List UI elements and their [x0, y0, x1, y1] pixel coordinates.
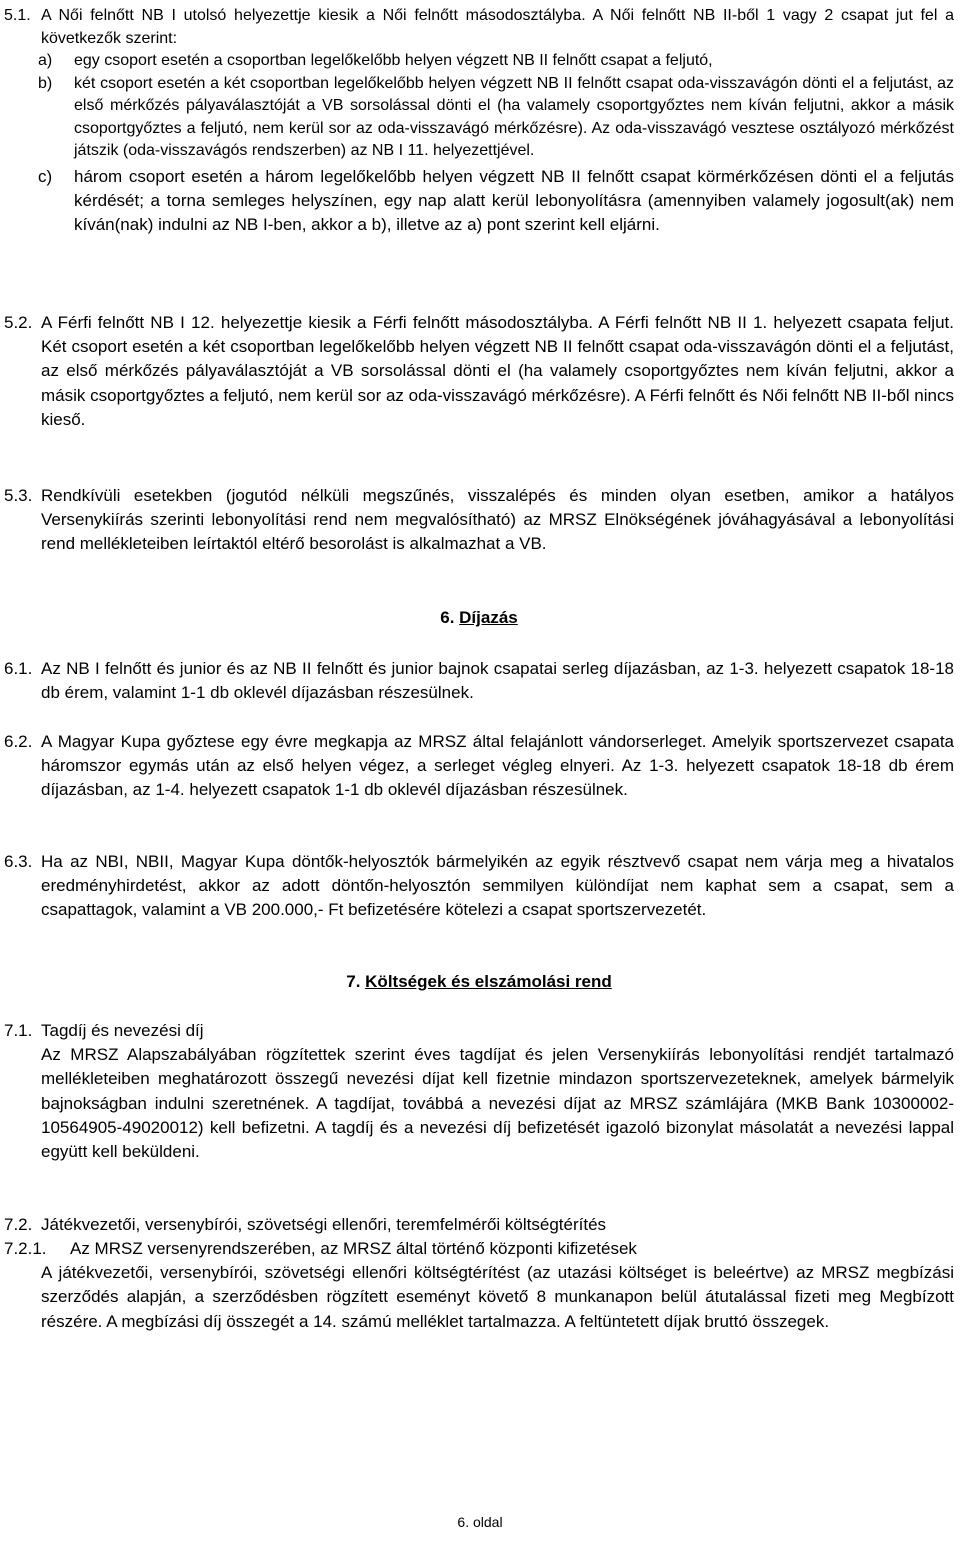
- section-number: 5.1.: [4, 7, 31, 24]
- section-number: 5.3.: [4, 486, 33, 505]
- section-text: Az NB I felnőtt és junior és az NB II felnőtt és junior bajnok csapatai serleg díjazásban, az 1-3. helyezett csapatok 18-18 db érem, valamint 1-1 db oklevél díjazásban részesülnek.: [41, 659, 954, 703]
- section-6-2: [4, 730, 954, 803]
- section-number: 6.3.: [4, 852, 33, 871]
- section-number: 5.2.: [4, 313, 33, 332]
- section-6-1: [4, 657, 954, 705]
- page-number: 6. oldal: [457, 1514, 503, 1530]
- section-title: Tagdíj és nevezési díj: [41, 1021, 204, 1040]
- section-number: 7.1.: [4, 1021, 33, 1040]
- section-text: A Férfi felnőtt NB I 12. helyezettje kiesik a Férfi felnőtt másodosztályba. A Férfi felnőtt NB II 1. helyezett csapata feljut. Két csoport esetén a két csoportban legelőkelőbb helyen végzett NB II felnőtt csapat oda-visszavágón dönti el a feljutást, az első mérkőzés pályaválasztóját a VB sorsolással dönti el (ha valamely csoportgyőztes nem kíván feljutni, akkor a másik csoportgyőztes a feljutó, nem kerül sor az oda-visszavágó mérkőzésre). A Férfi felnőtt és Női felnőtt NB II-ből nincs kieső.: [41, 313, 954, 429]
- section-title: Játékvezetői, versenybírói, szövetségi ellenőri, teremfelmérői költségtérítés: [41, 1215, 607, 1234]
- section-text: Az MRSZ Alapszabályában rögzítettek szerint éves tagdíjat és jelen Versenykiírás lebonyolítási rendjét tartalmazó mellékleteiben meghatározott összegű nevezési díjat kell fizetnie mindazon sportszervezeteknek, amelyek bármelyik bajnokságban indulni szeretnének. A tagdíjat, továbbá a nevezési díjat az MRSZ számlájára (MKB Bank 10300002-10564905-49020012) kell befizetni. A tagdíj és a nevezési díj befizetését igazoló bizonylat másolatát a nevezési lappal együtt kell beküldeni.: [41, 1045, 954, 1162]
- section-title: Az MRSZ versenyrendszerében, az MRSZ által történő központi kifizetések: [70, 1239, 637, 1258]
- chapter-title: Költségek és elszámolási rend: [365, 972, 612, 991]
- chapter-number: 7.: [346, 972, 361, 991]
- section-text: A Magyar Kupa győztese egy évre megkapja az MRSZ által felajánlott vándorserleget. Amelyik sportszervezet csapata háromszor egymás után az első helyen végez, a serleget végleg elnyeri. Az 1-3. helyezett csapatok 18-18 db érem díjazásban, az 1-4. helyezett csapatok 1-1 db oklevél díjazásban részesülnek.: [41, 732, 954, 800]
- section-5-1: [4, 5, 954, 237]
- section-6-3: [4, 850, 954, 923]
- section-5-2: [4, 311, 954, 432]
- section-5-3: [4, 484, 954, 557]
- chapter-title: Díjazás: [459, 608, 518, 627]
- chapter-heading-7: [4, 970, 954, 994]
- section-number: 7.2.1.: [4, 1239, 47, 1258]
- section-number: 7.2.: [4, 1215, 33, 1234]
- list-item-a: a) egy csoport esetén a csoportban legelőkelőbb helyen végzett NB II felnőtt csapat a feljutó,: [38, 52, 713, 69]
- chapter-heading-6: [4, 606, 954, 630]
- section-7-2-1: [4, 1237, 954, 1334]
- section-7-1: [4, 1019, 954, 1164]
- section-number: 6.1.: [4, 659, 33, 678]
- list-item-b: b) két csoport esetén a két csoportban legelőkelőbb helyen végzett NB II felnőtt csapat oda-visszavágón dönti el a feljutást, az első mérkőzés pályaválasztóját a VB sorsolással dönti el (ha valamely csoportgyőztes nem kíván feljutni, akkor a másik csoportgyőztes a feljutó, nem kerül sor az oda-visszavágó mérkőzésre). Az oda-visszavágó vesztese osztályozó mérkőzést játszik (oda-visszavágós rendszerben) az NB I 11. helyezettjével.: [38, 74, 954, 159]
- section-text: Ha az NBI, NBII, Magyar Kupa döntők-helyosztók bármelyikén az egyik résztvevő csapat nem várja meg a hivatalos eredményhirdetést, akkor az adott döntőn-helyosztón semmilyen különdíjat nem kaphat sem a csapat, sem a csapattagok, valamint a VB 200.000,- Ft befizetésére kötelezi a csapat sportszervezetét.: [41, 852, 954, 920]
- section-text: A játékvezetői, versenybírói, szövetségi ellenőri költségtérítést (az utazási költséget is beleértve) az MRSZ megbízási szerződés alapján, a szerződésben rögzített eseményt követő 8 munkanapon belül átutalással fizeti meg Megbízott részére. A megbízási díj összegét a 14. számú melléklet tartalmazza. A feltüntetett díjak bruttó összegek.: [41, 1263, 954, 1331]
- section-text: Rendkívüli esetekben (jogutód nélküli megszűnés, visszalépés és minden olyan esetben, amikor a hatályos Versenykiírás szerinti lebonyolítási rend nem megvalósítható) az MRSZ Elnökségének jóváhagyásával a lebonyolítási rend mellékleteiben leírtaktól eltérő besorolást is alkalmazhat a VB.: [41, 486, 954, 554]
- section-7-2: [4, 1213, 954, 1237]
- list-item-c: c) három csoport esetén a három legelőkelőbb helyen végzett NB II felnőtt csapat körmérkőzésen dönti el a feljutás kérdését; a torna semleges helyszínen, egy nap alatt kerül lebonyolításra (amennyiben valamely jogosult(ak) nem kíván(nak) indulni az NB I-ben, akkor a b), illetve az a) pont szerint kell eljárni.: [38, 166, 954, 234]
- chapter-number: 6.: [440, 608, 455, 627]
- section-text: A Női felnőtt NB I utolsó helyezettje kiesik a Női felnőtt másodosztályba. A Női felnőtt NB II-ből 1 vagy 2 csapat jut fel a következők szerint:: [41, 7, 954, 47]
- section-number: 6.2.: [4, 732, 33, 751]
